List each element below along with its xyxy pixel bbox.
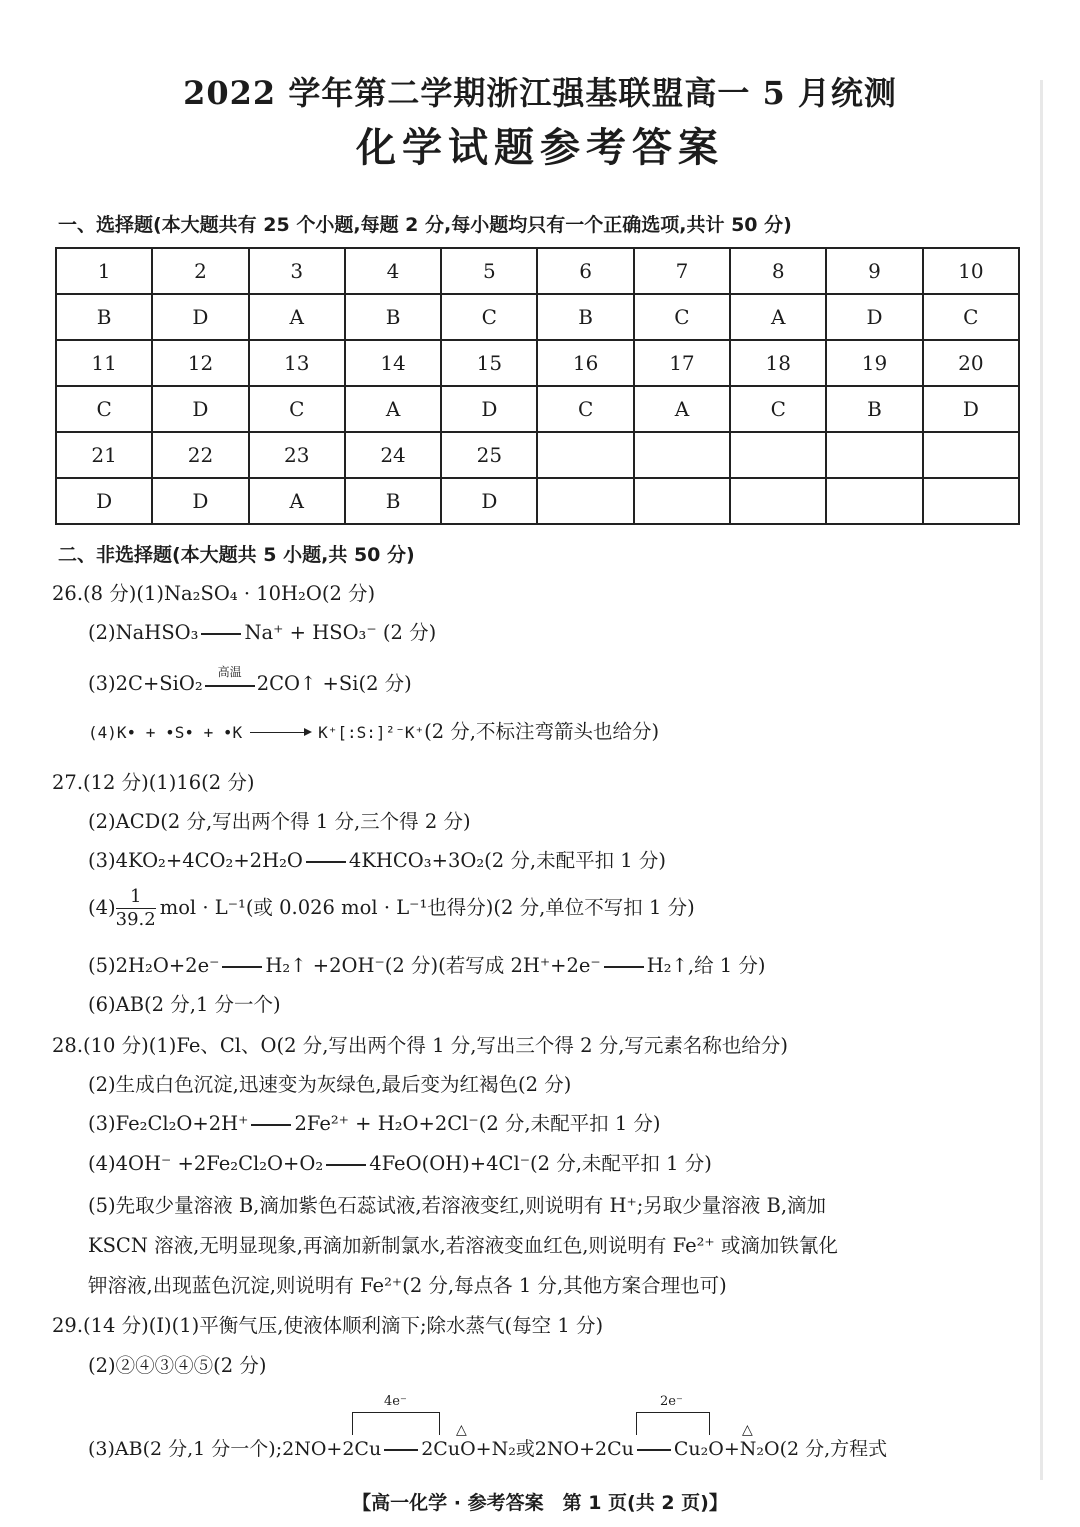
answer-cell: D bbox=[152, 386, 248, 432]
electron-transfer-label-2: 2e⁻ bbox=[660, 1394, 683, 1409]
numerator: 1 bbox=[116, 886, 156, 909]
answer-cell: C bbox=[56, 386, 152, 432]
table-row bbox=[56, 340, 1019, 386]
q26-3-product: 2CO↑ +Si(2 分) bbox=[256, 672, 412, 695]
q28-3-product: 2Fe²⁺ + H₂O+2Cl⁻(2 分,未配平扣 1 分) bbox=[294, 1112, 661, 1135]
answer-cell bbox=[826, 478, 922, 524]
q26-line4 bbox=[88, 716, 659, 744]
q27-5-note: H₂↑,给 1 分) bbox=[646, 954, 766, 977]
question-number-cell: 14 bbox=[345, 340, 441, 386]
answer-cell: B bbox=[826, 386, 922, 432]
answer-cell: D bbox=[441, 478, 537, 524]
q27-5-reactant: (5)2H₂O+2e⁻ bbox=[88, 954, 220, 977]
question-number-cell: 15 bbox=[441, 340, 537, 386]
electron-transfer-bracket-2 bbox=[636, 1412, 710, 1435]
answer-cell: D bbox=[923, 386, 1019, 432]
answer-cell: D bbox=[152, 478, 248, 524]
q29-3-part3: Cu₂O+N₂O(2 分,方程式 bbox=[673, 1438, 888, 1460]
scan-edge-shadow bbox=[1040, 80, 1043, 1480]
table-row bbox=[56, 294, 1019, 340]
question-number-cell: 19 bbox=[826, 340, 922, 386]
q27-3-reactant: (3)4KO₂+4CO₂+2H₂O bbox=[88, 849, 303, 872]
q27-line4 bbox=[88, 886, 695, 931]
electron-transfer-label-1: 4e⁻ bbox=[384, 1394, 407, 1409]
equals-bar bbox=[604, 966, 644, 968]
answer-cell: C bbox=[634, 294, 730, 340]
answer-cell: A bbox=[345, 386, 441, 432]
fraction bbox=[116, 886, 156, 931]
electron-transfer-bracket-1 bbox=[352, 1412, 440, 1435]
question-number-cell bbox=[730, 432, 826, 478]
q27-5-product: H₂↑ +2OH⁻(2 分)(若写成 2H⁺+2e⁻ bbox=[265, 954, 601, 977]
q27-line1: 27.(12 分)(1)16(2 分) bbox=[52, 771, 255, 794]
q26-4-note: (2 分,不标注弯箭头也给分) bbox=[424, 720, 660, 743]
answer-cell: B bbox=[345, 478, 441, 524]
question-number-cell: 10 bbox=[923, 248, 1019, 294]
answer-cell: A bbox=[249, 294, 345, 340]
lewis-product: K⁺[:S:]²⁻K⁺ bbox=[318, 723, 425, 742]
document-title: 化学试题参考答案 bbox=[356, 124, 724, 171]
question-number-cell: 17 bbox=[634, 340, 730, 386]
question-number-cell: 25 bbox=[441, 432, 537, 478]
equals-bar bbox=[326, 1164, 366, 1166]
answer-cell bbox=[634, 478, 730, 524]
answer-cell: B bbox=[537, 294, 633, 340]
q28-line3 bbox=[88, 1108, 661, 1136]
question-number-cell: 4 bbox=[345, 248, 441, 294]
q28-4-reactant: (4)4OH⁻ +2Fe₂Cl₂O+O₂ bbox=[88, 1152, 324, 1175]
answer-cell: D bbox=[441, 386, 537, 432]
question-number-cell: 5 bbox=[441, 248, 537, 294]
section2-heading: 二、非选择题(本大题共 5 小题,共 50 分) bbox=[58, 544, 415, 566]
answer-cell: B bbox=[345, 294, 441, 340]
q28-3-reactant: (3)Fe₂Cl₂O+2H⁺ bbox=[88, 1112, 249, 1135]
question-number-cell: 6 bbox=[537, 248, 633, 294]
question-number-cell: 21 bbox=[56, 432, 152, 478]
table-row bbox=[56, 478, 1019, 524]
answer-cell: B bbox=[56, 294, 152, 340]
question-number-cell: 16 bbox=[537, 340, 633, 386]
table-row bbox=[56, 386, 1019, 432]
q29-3-part2: 2CuO+N₂或2NO+2Cu bbox=[421, 1438, 634, 1460]
q26-line1: 26.(8 分)(1)Na₂SO₄ · 10H₂O(2 分) bbox=[52, 582, 376, 605]
q28-line2: (2)生成白色沉淀,迅速变为灰绿色,最后变为红褐色(2 分) bbox=[88, 1073, 572, 1096]
equals-bar bbox=[306, 861, 346, 863]
question-number-cell: 18 bbox=[730, 340, 826, 386]
q27-line6: (6)AB(2 分,1 分一个) bbox=[88, 993, 281, 1016]
answer-cell: C bbox=[537, 386, 633, 432]
question-number-cell: 1 bbox=[56, 248, 152, 294]
question-number-cell bbox=[826, 432, 922, 478]
question-number-cell bbox=[923, 432, 1019, 478]
q27-line2: (2)ACD(2 分,写出两个得 1 分,三个得 2 分) bbox=[88, 810, 471, 833]
answer-cell: C bbox=[923, 294, 1019, 340]
answer-cell bbox=[730, 478, 826, 524]
question-number-cell: 7 bbox=[634, 248, 730, 294]
q28-line5b: KSCN 溶液,无明显现象,再滴加新制氯水,若溶液变血红色,则说明有 Fe²⁺ 或滴加铁氰化 bbox=[88, 1234, 838, 1257]
answer-cell: D bbox=[152, 294, 248, 340]
question-number-cell: 8 bbox=[730, 248, 826, 294]
question-number-cell: 20 bbox=[923, 340, 1019, 386]
q29-line2: (2)②④③④⑤(2 分) bbox=[88, 1354, 267, 1377]
page-footer: 【高一化学 · 参考答案 第 1 页(共 2 页)】 bbox=[352, 1492, 728, 1514]
q27-line3 bbox=[88, 845, 666, 873]
heat-symbol-1: △ bbox=[456, 1422, 467, 1438]
q29-3-part1: (3)AB(2 分,1 分一个);2NO+2Cu bbox=[88, 1438, 382, 1460]
lewis-reactants: (4)K• + •S• + •K bbox=[88, 723, 243, 742]
answer-cell: A bbox=[249, 478, 345, 524]
q29-line3 bbox=[88, 1434, 887, 1461]
section1-heading: 一、选择题(本大题共有 25 个小题,每题 2 分,每小题均只有一个正确选项,共计 50 分) bbox=[58, 214, 792, 236]
q28-line5a: (5)先取少量溶液 B,滴加紫色石蕊试液,若溶液变红,则说明有 H⁺;另取少量溶液 B,滴加 bbox=[88, 1194, 827, 1217]
q27-line5 bbox=[88, 950, 766, 978]
question-number-cell bbox=[537, 432, 633, 478]
heat-symbol-2: △ bbox=[742, 1422, 753, 1438]
q26-line2 bbox=[88, 617, 436, 645]
equals-bar bbox=[251, 1124, 291, 1126]
condition-high-temp: 高温 bbox=[217, 664, 242, 679]
equals-bar bbox=[201, 633, 241, 635]
reaction-condition bbox=[205, 664, 255, 687]
reaction-arrow-icon bbox=[250, 732, 310, 733]
q26-line3 bbox=[88, 664, 412, 696]
question-number-cell: 2 bbox=[152, 248, 248, 294]
q26-3-reactant: (3)2C+SiO₂ bbox=[88, 672, 203, 695]
question-number-cell: 3 bbox=[249, 248, 345, 294]
answer-cell: C bbox=[441, 294, 537, 340]
question-number-cell bbox=[634, 432, 730, 478]
q27-4-label: (4) bbox=[88, 896, 116, 919]
exam-title: 2022 学年第二学期浙江强基联盟高一 5 月统测 bbox=[183, 74, 897, 112]
answer-cell: D bbox=[56, 478, 152, 524]
equals-bar bbox=[384, 1449, 418, 1451]
question-number-cell: 23 bbox=[249, 432, 345, 478]
table-row bbox=[56, 432, 1019, 478]
question-number-cell: 24 bbox=[345, 432, 441, 478]
q28-line4 bbox=[88, 1148, 712, 1176]
question-number-cell: 22 bbox=[152, 432, 248, 478]
equals-bar bbox=[637, 1449, 671, 1451]
denominator: 39.2 bbox=[115, 909, 156, 930]
table-row bbox=[56, 248, 1019, 294]
answer-cell: A bbox=[634, 386, 730, 432]
q29-line1: 29.(14 分)(Ⅰ)(1)平衡气压,使液体顺利滴下;除水蒸气(每空 1 分) bbox=[52, 1314, 604, 1337]
q28-line1: 28.(10 分)(1)Fe、Cl、O(2 分,写出两个得 1 分,写出三个得 2 分,写元素名称也给分) bbox=[52, 1034, 789, 1057]
answer-cell: C bbox=[730, 386, 826, 432]
answer-table bbox=[55, 247, 1020, 525]
q26-2-product: Na⁺ + HSO₃⁻ (2 分) bbox=[244, 621, 437, 644]
q28-line5c: 钾溶液,出现蓝色沉淀,则说明有 Fe²⁺(2 分,每点各 1 分,其他方案合理也可) bbox=[88, 1274, 727, 1297]
question-number-cell: 9 bbox=[826, 248, 922, 294]
question-number-cell: 13 bbox=[249, 340, 345, 386]
answer-cell bbox=[923, 478, 1019, 524]
answer-cell bbox=[537, 478, 633, 524]
q27-4-text: mol · L⁻¹(或 0.026 mol · L⁻¹也得分)(2 分,单位不写扣 1 分) bbox=[159, 896, 695, 919]
answer-cell: D bbox=[826, 294, 922, 340]
q28-4-product: 4FeO(OH)+4Cl⁻(2 分,未配平扣 1 分) bbox=[369, 1152, 712, 1175]
equals-bar bbox=[222, 966, 262, 968]
q26-2-reactant: (2)NaHSO₃ bbox=[88, 621, 199, 644]
question-number-cell: 12 bbox=[152, 340, 248, 386]
question-number-cell: 11 bbox=[56, 340, 152, 386]
answer-cell: A bbox=[730, 294, 826, 340]
q27-3-product: 4KHCO₃+3O₂(2 分,未配平扣 1 分) bbox=[348, 849, 666, 872]
answer-cell: C bbox=[249, 386, 345, 432]
